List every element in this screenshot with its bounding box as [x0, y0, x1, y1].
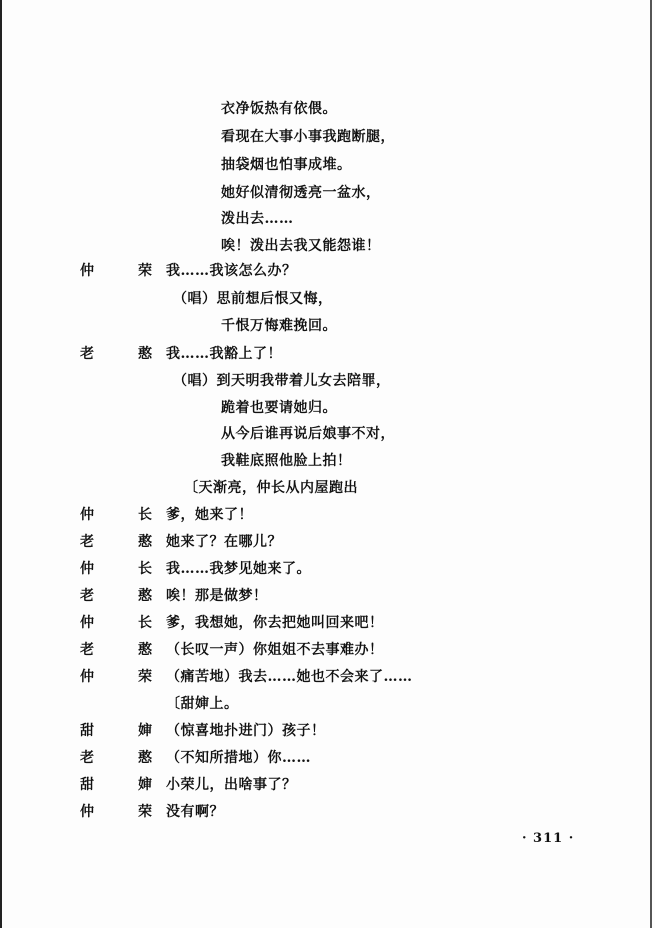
speaker-name	[80, 722, 152, 740]
verse-line: 泼出去……	[221, 211, 294, 227]
speaker-char: 甜	[80, 777, 94, 793]
speaker-char: 仲	[80, 263, 94, 279]
dialogue-line: 我……我梦见她来了。	[166, 561, 311, 577]
dialogue-line: 我……我豁上了！	[166, 346, 282, 362]
verse-line: 跪着也要请她归。	[221, 400, 337, 416]
speaker-name	[80, 668, 152, 686]
speaker-char: 憨	[138, 534, 152, 550]
dialogue-line: 没有啊？	[166, 804, 224, 820]
speaker-name	[80, 803, 152, 821]
dialogue-line: 唉！那是做梦！	[166, 588, 268, 604]
dialogue-line: 爹，她来了！	[166, 507, 253, 523]
speaker-char: 老	[80, 588, 94, 604]
page-number: · 311 ·	[522, 831, 575, 846]
speaker-char: 仲	[80, 507, 94, 523]
speaker-name	[80, 587, 152, 605]
dialogue-line: （不知所措地）你……	[166, 750, 311, 766]
dialogue-line: 小荣儿，出啥事了？	[166, 777, 297, 793]
speaker-char: 长	[138, 561, 152, 577]
speaker-name	[80, 533, 152, 551]
speaker-char: 憨	[138, 346, 152, 362]
speaker-name	[80, 262, 152, 280]
dialogue-line: 爹，我想她，你去把她叫回来吧！	[166, 615, 384, 631]
speaker-name	[80, 560, 152, 578]
speaker-char: 老	[80, 642, 94, 658]
sung-line: （唱）到天明我带着儿女去陪罪，	[173, 373, 391, 389]
dialogue-line: （长叹一声）你姐姐不去事难办！	[166, 642, 384, 658]
speaker-name	[80, 776, 152, 794]
speaker-char: 仲	[80, 561, 94, 577]
page-edge-right	[650, 0, 652, 928]
speaker-char: 婶	[138, 777, 152, 793]
verse-line: 千恨万悔难挽回。	[221, 318, 337, 334]
sung-line: （唱）思前想后恨又悔，	[173, 291, 333, 307]
speaker-char: 荣	[138, 804, 152, 820]
speaker-char: 老	[80, 346, 94, 362]
verse-line: 衣净饭热有依偎。	[221, 101, 337, 117]
verse-line: 她好似清彻透亮一盆水，	[221, 185, 381, 201]
speaker-name	[80, 506, 152, 524]
speaker-name	[80, 614, 152, 632]
verse-line: 看现在大事小事我跑断腿，	[221, 129, 395, 145]
stage-direction: 〔天渐亮，仲长从内屋跑出	[184, 480, 358, 496]
page-edge-left	[0, 0, 2, 928]
dialogue-line: （痛苦地）我去……她也不会来了……	[166, 669, 413, 685]
speaker-char: 憨	[138, 750, 152, 766]
speaker-char: 仲	[80, 615, 94, 631]
dialogue-line: （惊喜地扑进门）孩子！	[166, 723, 326, 739]
speaker-char: 长	[138, 507, 152, 523]
speaker-char: 老	[80, 534, 94, 550]
verse-line: 我鞋底照他脸上拍！	[221, 453, 352, 469]
speaker-char: 甜	[80, 723, 94, 739]
speaker-char: 仲	[80, 804, 94, 820]
speaker-char: 憨	[138, 642, 152, 658]
verse-line: 抽袋烟也怕事成堆。	[221, 157, 352, 173]
dialogue-line: 我……我该怎么办？	[166, 263, 297, 279]
speaker-name	[80, 345, 152, 363]
speaker-char: 仲	[80, 669, 94, 685]
speaker-char: 老	[80, 750, 94, 766]
speaker-char: 婶	[138, 723, 152, 739]
dialogue-line: 她来了？在哪儿？	[166, 534, 282, 550]
speaker-name	[80, 749, 152, 767]
verse-line: 唉！泼出去我又能怨谁！	[221, 238, 381, 254]
speaker-char: 长	[138, 615, 152, 631]
speaker-char: 憨	[138, 588, 152, 604]
speaker-name	[80, 641, 152, 659]
stage-direction: 〔甜婶上。	[166, 696, 239, 712]
speaker-char: 荣	[138, 263, 152, 279]
speaker-char: 荣	[138, 669, 152, 685]
verse-line: 从今后谁再说后娘事不对，	[221, 426, 395, 442]
